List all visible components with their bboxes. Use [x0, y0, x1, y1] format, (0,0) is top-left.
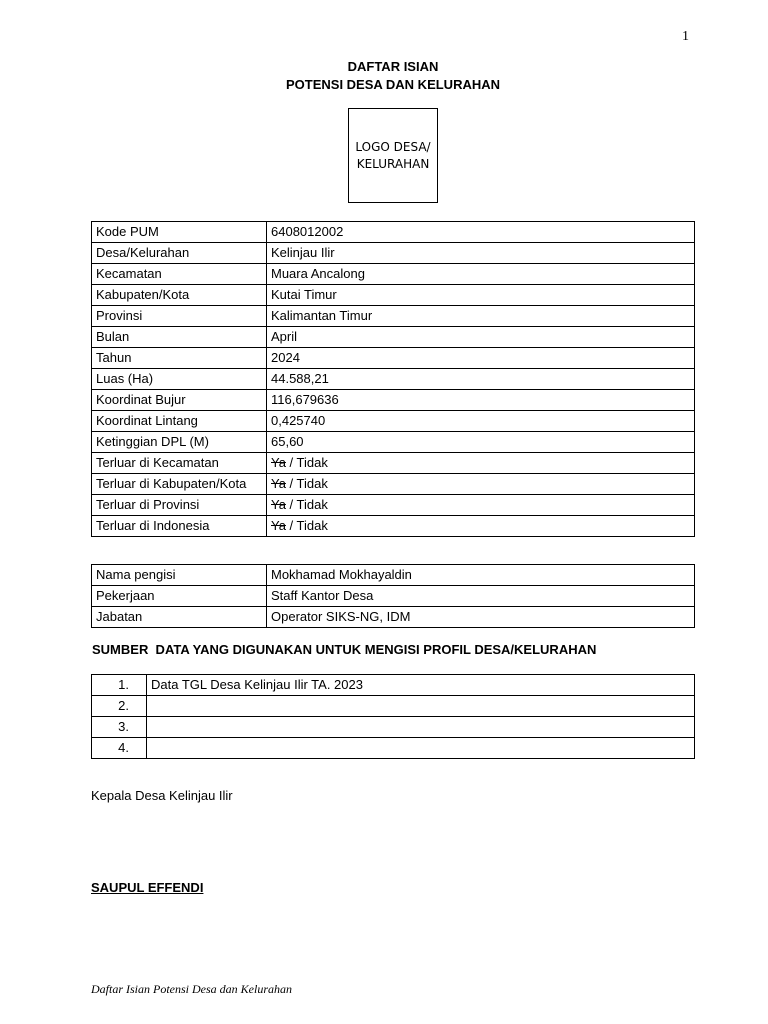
row-value — [267, 453, 695, 474]
row-label: Kode PUM — [92, 222, 267, 243]
row-value: Operator SIKS-NG, IDM — [267, 607, 695, 628]
row-value: 2024 — [267, 348, 695, 369]
source-number: 1. — [92, 675, 147, 696]
document-title — [0, 58, 768, 94]
row-label: Koordinat Lintang — [92, 411, 267, 432]
row-label: Kecamatan — [92, 264, 267, 285]
table-row — [92, 369, 695, 390]
row-label: Tahun — [92, 348, 267, 369]
table-row — [92, 474, 695, 495]
title-line-1: DAFTAR ISIAN — [347, 59, 439, 74]
data-source-table — [91, 674, 695, 759]
row-label: Ketinggian DPL (M) — [92, 432, 267, 453]
source-text — [147, 717, 695, 738]
table-row — [92, 411, 695, 432]
data-source-heading: SUMBER DATA YANG DIGUNAKAN UNTUK MENGISI PROFIL DESA/KELURAHAN — [92, 642, 597, 657]
table-row — [92, 222, 695, 243]
table-row — [92, 453, 695, 474]
row-label: Terluar di Provinsi — [92, 495, 267, 516]
page-footer: Daftar Isian Potensi Desa dan Kelurahan — [91, 982, 292, 996]
row-value — [267, 495, 695, 516]
row-value — [267, 474, 695, 495]
row-value: 0,425740 — [267, 411, 695, 432]
row-value: Mokhamad Mokhayaldin — [267, 565, 695, 586]
struck-option: Ya — [271, 497, 286, 512]
title-line-2: POTENSI DESA DAN KELURAHAN — [285, 77, 501, 92]
row-value: Kelinjau Ilir — [267, 243, 695, 264]
row-label: Nama pengisi — [92, 565, 267, 586]
table-row — [92, 516, 695, 537]
row-value: Kutai Timur — [267, 285, 695, 306]
remaining-option: / Tidak — [285, 455, 328, 470]
signer-name: SAUPUL EFFENDI — [91, 880, 204, 895]
table-row — [92, 306, 695, 327]
row-label: Pekerjaan — [92, 586, 267, 607]
page-number: 1 — [682, 29, 689, 44]
table-row — [92, 285, 695, 306]
row-value: April — [267, 327, 695, 348]
table-row — [92, 327, 695, 348]
table-row — [92, 390, 695, 411]
row-label: Bulan — [92, 327, 267, 348]
table-row — [92, 696, 695, 717]
table-row — [92, 264, 695, 285]
row-value: Kalimantan Timur — [267, 306, 695, 327]
filler-info-table — [91, 564, 695, 628]
table-row — [92, 348, 695, 369]
row-value: Muara Ancalong — [267, 264, 695, 285]
row-label: Terluar di Indonesia — [92, 516, 267, 537]
row-label: Provinsi — [92, 306, 267, 327]
source-text — [147, 738, 695, 759]
remaining-option: / Tidak — [285, 518, 328, 533]
source-text: Data TGL Desa Kelinjau Ilir TA. 2023 — [147, 675, 695, 696]
village-identity-table — [91, 221, 695, 537]
row-value: 6408012002 — [267, 222, 695, 243]
logo-placeholder — [348, 108, 438, 203]
table-row — [92, 243, 695, 264]
logo-text-line-2: KELURAHAN — [356, 156, 430, 171]
logo-text-line-1: LOGO DESA/ — [355, 139, 431, 154]
source-text — [147, 696, 695, 717]
struck-option: Ya — [271, 476, 286, 491]
row-value: 44.588,21 — [267, 369, 695, 390]
row-label: Desa/Kelurahan — [92, 243, 267, 264]
source-number: 4. — [92, 738, 147, 759]
struck-option: Ya — [271, 455, 286, 470]
source-number: 3. — [92, 717, 147, 738]
table-row — [92, 675, 695, 696]
table-row — [92, 565, 695, 586]
row-label: Terluar di Kecamatan — [92, 453, 267, 474]
row-value: Staff Kantor Desa — [267, 586, 695, 607]
row-label: Terluar di Kabupaten/Kota — [92, 474, 267, 495]
table-row — [92, 607, 695, 628]
struck-option: Ya — [271, 518, 286, 533]
table-row — [92, 738, 695, 759]
row-label: Luas (Ha) — [92, 369, 267, 390]
remaining-option: / Tidak — [285, 476, 328, 491]
row-value — [267, 516, 695, 537]
row-label: Koordinat Bujur — [92, 390, 267, 411]
table-row — [92, 432, 695, 453]
table-row — [92, 495, 695, 516]
row-value: 65,60 — [267, 432, 695, 453]
signer-title: Kepala Desa Kelinjau Ilir — [91, 788, 233, 803]
table-row — [92, 717, 695, 738]
row-label: Jabatan — [92, 607, 267, 628]
remaining-option: / Tidak — [285, 497, 328, 512]
table-row — [92, 586, 695, 607]
row-value: 116,679636 — [267, 390, 695, 411]
source-number: 2. — [92, 696, 147, 717]
row-label: Kabupaten/Kota — [92, 285, 267, 306]
